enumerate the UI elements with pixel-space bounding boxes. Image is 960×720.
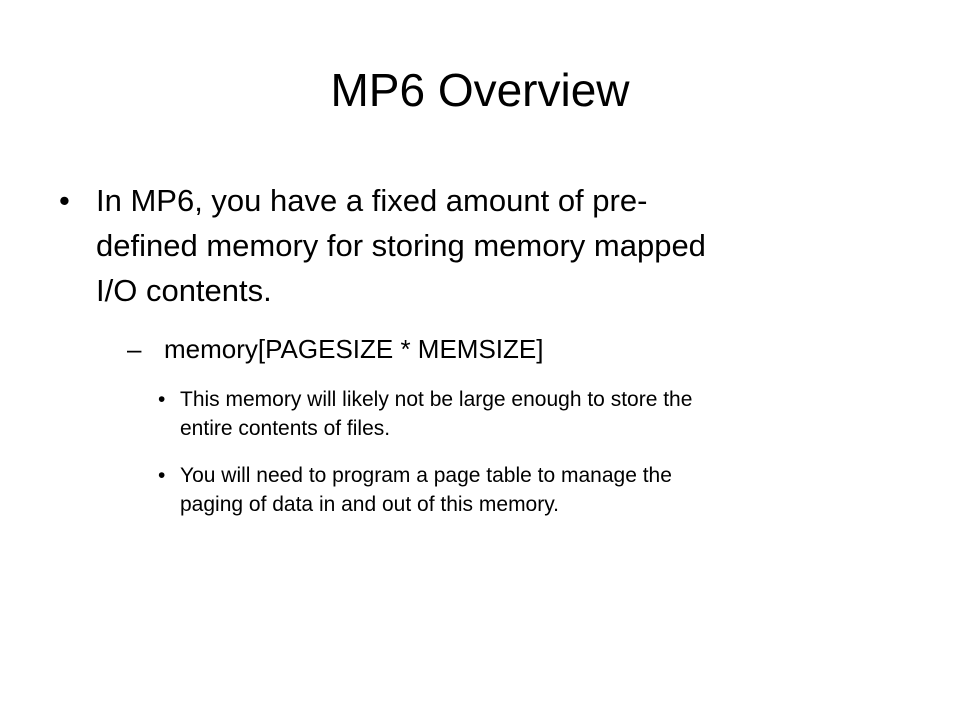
sub-sub-point-2-line-1: You will need to program a page table to manage the xyxy=(180,464,672,487)
sub-sub-point-2-line-2: paging of data in and out of this memory. xyxy=(180,493,560,516)
bullet-icon: • xyxy=(158,388,166,411)
dash-icon: – xyxy=(127,334,142,364)
slide-body xyxy=(54,178,904,519)
bullet-icon: • xyxy=(59,183,70,218)
sub-point-1-text: memory[PAGESIZE * MEMSIZE] xyxy=(164,334,544,364)
bullet-point-1-line-3: I/O contents. xyxy=(96,273,272,308)
sub-sub-point-1 xyxy=(158,385,904,443)
slide-title: MP6 Overview xyxy=(330,64,630,116)
bullet-point-1-line-2: defined memory for storing memory mapped xyxy=(96,228,706,263)
bullet-icon: • xyxy=(158,464,166,487)
sub-sub-point-2 xyxy=(158,461,904,519)
sub-sub-point-1-line-1: This memory will likely not be large enough to store the xyxy=(180,388,693,411)
sub-sub-point-1-line-2: entire contents of files. xyxy=(180,417,391,440)
bullet-point-1-line-1: In MP6, you have a fixed amount of pre- xyxy=(96,183,648,218)
sub-point-1 xyxy=(127,331,904,367)
bullet-point-1 xyxy=(54,178,904,313)
